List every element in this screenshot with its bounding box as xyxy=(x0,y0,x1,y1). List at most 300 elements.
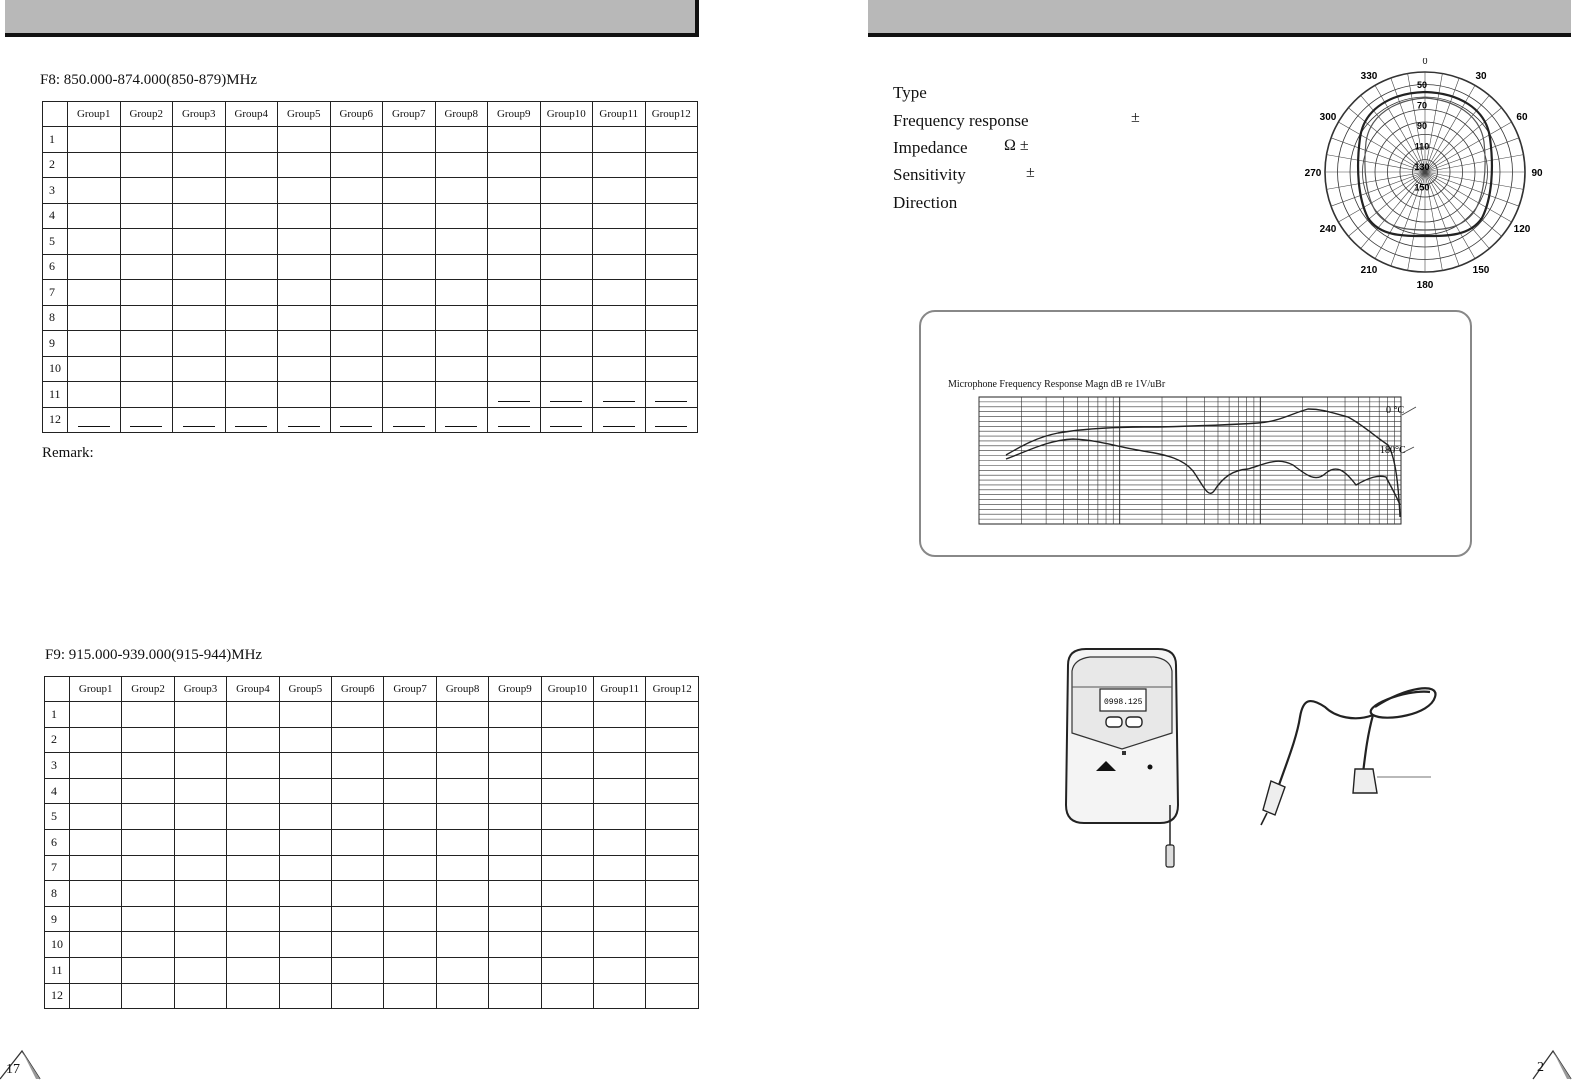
channel-cell[interactable] xyxy=(122,906,174,932)
channel-cell[interactable] xyxy=(174,753,226,779)
channel-cell[interactable] xyxy=(541,702,593,728)
channel-cell[interactable] xyxy=(593,280,646,306)
channel-cell[interactable] xyxy=(225,305,278,331)
channel-cell[interactable] xyxy=(278,305,331,331)
channel-cell[interactable] xyxy=(227,702,279,728)
channel-cell[interactable] xyxy=(435,382,488,408)
channel-cell[interactable] xyxy=(436,983,488,1009)
channel-cell[interactable] xyxy=(540,331,593,357)
channel-cell[interactable] xyxy=(279,727,331,753)
channel-cell[interactable] xyxy=(330,382,383,408)
spec-sensitivity-label: Sensitivity xyxy=(893,165,966,184)
channel-cell[interactable] xyxy=(384,804,436,830)
channel-cell[interactable] xyxy=(70,702,122,728)
channel-cell[interactable] xyxy=(540,280,593,306)
channel-cell[interactable] xyxy=(173,407,226,433)
channel-cell[interactable] xyxy=(384,702,436,728)
channel-cell[interactable] xyxy=(330,229,383,255)
channel-cell[interactable] xyxy=(122,932,174,958)
channel-cell[interactable] xyxy=(70,804,122,830)
channel-cell[interactable] xyxy=(646,881,699,907)
channel-cell[interactable] xyxy=(68,382,121,408)
channel-cell[interactable] xyxy=(541,957,593,983)
channel-cell[interactable] xyxy=(173,152,226,178)
channel-cell[interactable] xyxy=(435,356,488,382)
channel-cell[interactable] xyxy=(540,356,593,382)
channel-cell[interactable] xyxy=(540,382,593,408)
channel-cell[interactable] xyxy=(489,957,541,983)
channel-cell[interactable] xyxy=(68,305,121,331)
channel-cell[interactable] xyxy=(436,881,488,907)
channel-cell[interactable] xyxy=(435,229,488,255)
channel-cell[interactable] xyxy=(279,957,331,983)
column-header: Group4 xyxy=(225,102,278,127)
channel-cell[interactable] xyxy=(227,906,279,932)
channel-cell[interactable] xyxy=(541,778,593,804)
channel-cell[interactable] xyxy=(227,778,279,804)
channel-cell[interactable] xyxy=(435,152,488,178)
channel-cell[interactable] xyxy=(122,829,174,855)
channel-cell[interactable] xyxy=(70,753,122,779)
channel-cell[interactable] xyxy=(540,203,593,229)
channel-cell[interactable] xyxy=(227,753,279,779)
channel-cell[interactable] xyxy=(646,983,699,1009)
channel-cell[interactable] xyxy=(120,280,173,306)
channel-cell[interactable] xyxy=(646,727,699,753)
channel-cell[interactable] xyxy=(122,753,174,779)
response-curve-0deg xyxy=(1006,409,1400,517)
channel-cell[interactable] xyxy=(383,229,436,255)
channel-cell[interactable] xyxy=(488,407,541,433)
channel-cell[interactable] xyxy=(332,906,384,932)
channel-cell[interactable] xyxy=(332,778,384,804)
channel-cell[interactable] xyxy=(489,778,541,804)
channel-cell[interactable] xyxy=(120,356,173,382)
channel-cell[interactable] xyxy=(279,881,331,907)
channel-cell[interactable] xyxy=(489,932,541,958)
channel-cell[interactable] xyxy=(489,881,541,907)
channel-cell[interactable] xyxy=(593,382,646,408)
channel-cell[interactable] xyxy=(436,727,488,753)
chart-grid xyxy=(979,397,1401,524)
channel-cell[interactable] xyxy=(227,983,279,1009)
channel-cell[interactable] xyxy=(383,356,436,382)
row-number: 12 xyxy=(45,983,70,1009)
channel-cell[interactable] xyxy=(594,881,646,907)
channel-cell[interactable] xyxy=(174,727,226,753)
channel-cell[interactable] xyxy=(540,229,593,255)
channel-cell[interactable] xyxy=(174,829,226,855)
channel-cell[interactable] xyxy=(593,407,646,433)
channel-cell[interactable] xyxy=(330,178,383,204)
channel-cell[interactable] xyxy=(436,702,488,728)
row-number: 10 xyxy=(43,356,68,382)
channel-cell[interactable] xyxy=(645,229,698,255)
channel-cell[interactable] xyxy=(541,932,593,958)
channel-cell[interactable] xyxy=(488,229,541,255)
channel-cell[interactable] xyxy=(488,305,541,331)
row-number: 3 xyxy=(43,178,68,204)
channel-cell[interactable] xyxy=(173,203,226,229)
channel-cell[interactable] xyxy=(174,881,226,907)
channel-cell[interactable] xyxy=(593,152,646,178)
channel-cell[interactable] xyxy=(227,804,279,830)
channel-cell[interactable] xyxy=(227,855,279,881)
channel-cell[interactable] xyxy=(225,152,278,178)
channel-cell[interactable] xyxy=(225,407,278,433)
channel-cell[interactable] xyxy=(70,957,122,983)
channel-cell[interactable] xyxy=(68,254,121,280)
channel-cell[interactable] xyxy=(173,280,226,306)
channel-cell[interactable] xyxy=(173,229,226,255)
channel-cell[interactable] xyxy=(489,855,541,881)
channel-cell[interactable] xyxy=(383,127,436,153)
channel-cell[interactable] xyxy=(645,407,698,433)
channel-cell[interactable] xyxy=(436,855,488,881)
channel-cell[interactable] xyxy=(383,280,436,306)
table-row xyxy=(45,702,699,728)
channel-cell[interactable] xyxy=(488,203,541,229)
channel-cell[interactable] xyxy=(278,229,331,255)
channel-cell[interactable] xyxy=(646,829,699,855)
channel-cell[interactable] xyxy=(332,881,384,907)
channel-cell[interactable] xyxy=(278,280,331,306)
channel-cell[interactable] xyxy=(278,356,331,382)
channel-cell[interactable] xyxy=(384,983,436,1009)
channel-cell[interactable] xyxy=(278,331,331,357)
channel-cell[interactable] xyxy=(173,382,226,408)
channel-cell[interactable] xyxy=(227,881,279,907)
channel-cell[interactable] xyxy=(278,407,331,433)
channel-cell[interactable] xyxy=(383,152,436,178)
channel-cell[interactable] xyxy=(70,829,122,855)
channel-cell[interactable] xyxy=(646,702,699,728)
channel-cell[interactable] xyxy=(330,305,383,331)
channel-cell[interactable] xyxy=(173,305,226,331)
channel-cell[interactable] xyxy=(435,127,488,153)
channel-cell[interactable] xyxy=(225,178,278,204)
channel-cell[interactable] xyxy=(593,356,646,382)
channel-cell[interactable] xyxy=(540,152,593,178)
channel-cell[interactable] xyxy=(122,804,174,830)
channel-cell[interactable] xyxy=(646,753,699,779)
channel-cell[interactable] xyxy=(70,932,122,958)
channel-cell[interactable] xyxy=(174,778,226,804)
column-header: Group9 xyxy=(489,677,541,702)
channel-cell[interactable] xyxy=(278,382,331,408)
channel-cell[interactable] xyxy=(594,727,646,753)
channel-cell[interactable] xyxy=(122,881,174,907)
channel-cell[interactable] xyxy=(383,203,436,229)
channel-cell[interactable] xyxy=(384,881,436,907)
channel-cell[interactable] xyxy=(384,727,436,753)
channel-cell[interactable] xyxy=(225,356,278,382)
channel-cell[interactable] xyxy=(646,804,699,830)
channel-cell[interactable] xyxy=(120,382,173,408)
channel-cell[interactable] xyxy=(541,829,593,855)
channel-cell[interactable] xyxy=(173,178,226,204)
channel-cell[interactable] xyxy=(174,957,226,983)
channel-cell[interactable] xyxy=(70,881,122,907)
channel-cell[interactable] xyxy=(332,855,384,881)
channel-cell[interactable] xyxy=(332,957,384,983)
channel-cell[interactable] xyxy=(594,753,646,779)
channel-cell[interactable] xyxy=(383,382,436,408)
channel-cell[interactable] xyxy=(332,753,384,779)
channel-cell[interactable] xyxy=(645,254,698,280)
channel-cell[interactable] xyxy=(173,331,226,357)
channel-cell[interactable] xyxy=(646,855,699,881)
channel-cell[interactable] xyxy=(68,152,121,178)
channel-cell[interactable] xyxy=(540,305,593,331)
channel-cell[interactable] xyxy=(174,932,226,958)
channel-cell[interactable] xyxy=(279,753,331,779)
channel-cell[interactable] xyxy=(68,178,121,204)
channel-cell[interactable] xyxy=(593,229,646,255)
channel-cell[interactable] xyxy=(68,229,121,255)
channel-cell[interactable] xyxy=(384,778,436,804)
channel-cell[interactable] xyxy=(488,127,541,153)
channel-cell[interactable] xyxy=(488,331,541,357)
channel-cell[interactable] xyxy=(645,382,698,408)
channel-cell[interactable] xyxy=(488,382,541,408)
channel-cell[interactable] xyxy=(278,152,331,178)
channel-cell[interactable] xyxy=(645,127,698,153)
channel-cell[interactable] xyxy=(332,702,384,728)
channel-cell[interactable] xyxy=(278,254,331,280)
channel-cell[interactable] xyxy=(541,753,593,779)
channel-cell[interactable] xyxy=(278,127,331,153)
channel-cell[interactable] xyxy=(122,702,174,728)
channel-cell[interactable] xyxy=(278,203,331,229)
channel-cell[interactable] xyxy=(173,127,226,153)
channel-cell[interactable] xyxy=(436,804,488,830)
channel-cell[interactable] xyxy=(383,254,436,280)
channel-cell[interactable] xyxy=(70,983,122,1009)
channel-cell[interactable] xyxy=(594,983,646,1009)
channel-cell[interactable] xyxy=(120,254,173,280)
channel-cell[interactable] xyxy=(383,305,436,331)
channel-cell[interactable] xyxy=(488,280,541,306)
channel-cell[interactable] xyxy=(489,906,541,932)
channel-cell[interactable] xyxy=(225,127,278,153)
channel-cell[interactable] xyxy=(174,983,226,1009)
channel-cell[interactable] xyxy=(227,932,279,958)
channel-cell[interactable] xyxy=(120,229,173,255)
channel-cell[interactable] xyxy=(436,778,488,804)
channel-cell[interactable] xyxy=(225,254,278,280)
channel-cell[interactable] xyxy=(593,331,646,357)
channel-cell[interactable] xyxy=(122,957,174,983)
channel-cell[interactable] xyxy=(435,331,488,357)
channel-cell[interactable] xyxy=(120,178,173,204)
channel-cell[interactable] xyxy=(225,280,278,306)
channel-cell[interactable] xyxy=(122,727,174,753)
channel-cell[interactable] xyxy=(645,331,698,357)
channel-cell[interactable] xyxy=(594,906,646,932)
channel-cell[interactable] xyxy=(279,983,331,1009)
channel-cell[interactable] xyxy=(489,753,541,779)
channel-cell[interactable] xyxy=(70,778,122,804)
channel-cell[interactable] xyxy=(225,203,278,229)
channel-cell[interactable] xyxy=(383,407,436,433)
channel-cell[interactable] xyxy=(279,855,331,881)
channel-cell[interactable] xyxy=(384,855,436,881)
channel-cell[interactable] xyxy=(120,203,173,229)
channel-cell[interactable] xyxy=(225,229,278,255)
channel-cell[interactable] xyxy=(488,152,541,178)
channel-cell[interactable] xyxy=(173,356,226,382)
channel-cell[interactable] xyxy=(384,753,436,779)
channel-cell[interactable] xyxy=(646,932,699,958)
channel-cell[interactable] xyxy=(436,753,488,779)
channel-cell[interactable] xyxy=(540,254,593,280)
channel-cell[interactable] xyxy=(593,254,646,280)
channel-cell[interactable] xyxy=(68,407,121,433)
channel-cell[interactable] xyxy=(330,152,383,178)
channel-cell[interactable] xyxy=(489,829,541,855)
channel-cell[interactable] xyxy=(384,906,436,932)
channel-cell[interactable] xyxy=(435,178,488,204)
channel-cell[interactable] xyxy=(436,829,488,855)
channel-cell[interactable] xyxy=(384,829,436,855)
channel-cell[interactable] xyxy=(279,778,331,804)
channel-cell[interactable] xyxy=(330,356,383,382)
channel-cell[interactable] xyxy=(120,127,173,153)
channel-cell[interactable] xyxy=(594,778,646,804)
channel-cell[interactable] xyxy=(332,727,384,753)
channel-cell[interactable] xyxy=(122,983,174,1009)
channel-cell[interactable] xyxy=(330,203,383,229)
channel-cell[interactable] xyxy=(435,280,488,306)
channel-cell[interactable] xyxy=(227,727,279,753)
channel-cell[interactable] xyxy=(330,407,383,433)
channel-cell[interactable] xyxy=(541,906,593,932)
channel-cell[interactable] xyxy=(594,957,646,983)
channel-cell[interactable] xyxy=(594,702,646,728)
channel-cell[interactable] xyxy=(645,356,698,382)
channel-cell[interactable] xyxy=(646,906,699,932)
channel-cell[interactable] xyxy=(645,280,698,306)
channel-cell[interactable] xyxy=(68,203,121,229)
channel-cell[interactable] xyxy=(436,906,488,932)
channel-cell[interactable] xyxy=(594,855,646,881)
channel-cell[interactable] xyxy=(540,178,593,204)
channel-cell[interactable] xyxy=(225,331,278,357)
polar-ring-label: 50 xyxy=(1416,80,1428,90)
channel-cell[interactable] xyxy=(70,727,122,753)
channel-cell[interactable] xyxy=(594,804,646,830)
channel-cell[interactable] xyxy=(332,983,384,1009)
channel-cell[interactable] xyxy=(645,178,698,204)
channel-cell[interactable] xyxy=(489,727,541,753)
channel-cell[interactable] xyxy=(593,127,646,153)
channel-cell[interactable] xyxy=(68,356,121,382)
channel-cell[interactable] xyxy=(541,804,593,830)
channel-cell[interactable] xyxy=(383,331,436,357)
channel-cell[interactable] xyxy=(174,702,226,728)
channel-cell[interactable] xyxy=(541,881,593,907)
channel-cell[interactable] xyxy=(646,778,699,804)
channel-cell[interactable] xyxy=(541,855,593,881)
channel-cell[interactable] xyxy=(70,855,122,881)
channel-cell[interactable] xyxy=(332,932,384,958)
channel-cell[interactable] xyxy=(384,932,436,958)
channel-cell[interactable] xyxy=(593,305,646,331)
channel-cell[interactable] xyxy=(488,178,541,204)
channel-cell[interactable] xyxy=(593,203,646,229)
channel-cell[interactable] xyxy=(540,407,593,433)
channel-cell[interactable] xyxy=(279,702,331,728)
channel-cell[interactable] xyxy=(120,407,173,433)
channel-cell[interactable] xyxy=(120,305,173,331)
channel-cell[interactable] xyxy=(593,178,646,204)
channel-cell[interactable] xyxy=(173,254,226,280)
channel-cell[interactable] xyxy=(541,727,593,753)
channel-cell[interactable] xyxy=(594,932,646,958)
channel-cell[interactable] xyxy=(120,152,173,178)
channel-cell[interactable] xyxy=(489,983,541,1009)
channel-cell[interactable] xyxy=(646,957,699,983)
channel-cell[interactable] xyxy=(435,305,488,331)
channel-cell[interactable] xyxy=(330,331,383,357)
table-row xyxy=(45,881,699,907)
channel-cell[interactable] xyxy=(489,702,541,728)
channel-cell[interactable] xyxy=(70,906,122,932)
table-row xyxy=(45,855,699,881)
channel-cell[interactable] xyxy=(227,829,279,855)
channel-cell[interactable] xyxy=(436,957,488,983)
channel-cell[interactable] xyxy=(278,178,331,204)
channel-cell[interactable] xyxy=(174,855,226,881)
channel-cell[interactable] xyxy=(68,331,121,357)
channel-cell[interactable] xyxy=(489,804,541,830)
channel-cell[interactable] xyxy=(540,127,593,153)
channel-cell[interactable] xyxy=(594,829,646,855)
channel-cell[interactable] xyxy=(383,178,436,204)
channel-cell[interactable] xyxy=(330,254,383,280)
channel-cell[interactable] xyxy=(279,906,331,932)
channel-cell[interactable] xyxy=(122,855,174,881)
channel-cell[interactable] xyxy=(435,203,488,229)
channel-cell[interactable] xyxy=(435,254,488,280)
channel-cell[interactable] xyxy=(225,382,278,408)
channel-cell[interactable] xyxy=(330,127,383,153)
channel-cell[interactable] xyxy=(174,906,226,932)
channel-cell[interactable] xyxy=(645,152,698,178)
channel-cell[interactable] xyxy=(332,829,384,855)
channel-cell[interactable] xyxy=(68,127,121,153)
channel-cell[interactable] xyxy=(227,957,279,983)
channel-cell[interactable] xyxy=(436,932,488,958)
channel-cell[interactable] xyxy=(384,957,436,983)
channel-cell[interactable] xyxy=(122,778,174,804)
channel-cell[interactable] xyxy=(541,983,593,1009)
channel-cell[interactable] xyxy=(330,280,383,306)
channel-cell[interactable] xyxy=(174,804,226,830)
channel-cell[interactable] xyxy=(332,804,384,830)
channel-cell[interactable] xyxy=(68,280,121,306)
channel-cell[interactable] xyxy=(435,407,488,433)
channel-cell[interactable] xyxy=(279,829,331,855)
channel-cell[interactable] xyxy=(488,254,541,280)
channel-cell[interactable] xyxy=(279,804,331,830)
channel-cell[interactable] xyxy=(120,331,173,357)
channel-cell[interactable] xyxy=(645,203,698,229)
channel-cell[interactable] xyxy=(488,356,541,382)
channel-cell[interactable] xyxy=(645,305,698,331)
channel-cell[interactable] xyxy=(279,932,331,958)
